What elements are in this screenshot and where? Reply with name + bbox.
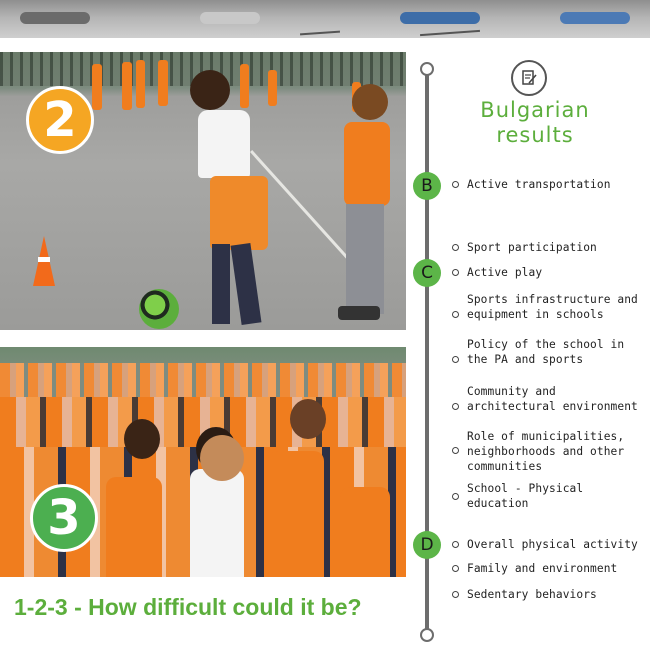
section-c-marker: C (413, 259, 441, 287)
list-item: Active play (452, 265, 648, 280)
panel-title-line2: results (496, 123, 574, 147)
list-item: Sport participation (452, 240, 648, 255)
step-2-badge: 2 (26, 86, 94, 154)
step-3-badge: 3 (30, 484, 98, 552)
list-item: Community and architectural environment (452, 384, 648, 414)
list-item: Policy of the school in the PA and sports (452, 337, 648, 367)
football-photo (0, 52, 406, 330)
list-item: Sports infrastructure and equipment in schools (452, 292, 648, 322)
panel-title (460, 98, 610, 148)
list-item: Role of municipalities, neighborhoods and other communities (452, 429, 648, 474)
crowd-photo (0, 347, 406, 577)
section-d-marker: D (413, 531, 441, 559)
soccer-ball (139, 289, 179, 329)
list-item: School - Physical education (452, 481, 648, 511)
timeline-start (420, 62, 434, 76)
list-item: Overall physical activity (452, 537, 648, 552)
slogan: 1-2-3 - How difficult could it be? (14, 594, 362, 620)
list-item: Active transportation (452, 177, 648, 192)
top-photo-strip (0, 0, 650, 38)
list-item: Sedentary behaviors (452, 587, 648, 602)
section-b-marker: B (413, 172, 441, 200)
document-edit-icon (511, 60, 547, 96)
panel-title-line1: Bulgarian (480, 98, 590, 122)
list-item: Family and environment (452, 561, 648, 576)
timeline-end (420, 628, 434, 642)
